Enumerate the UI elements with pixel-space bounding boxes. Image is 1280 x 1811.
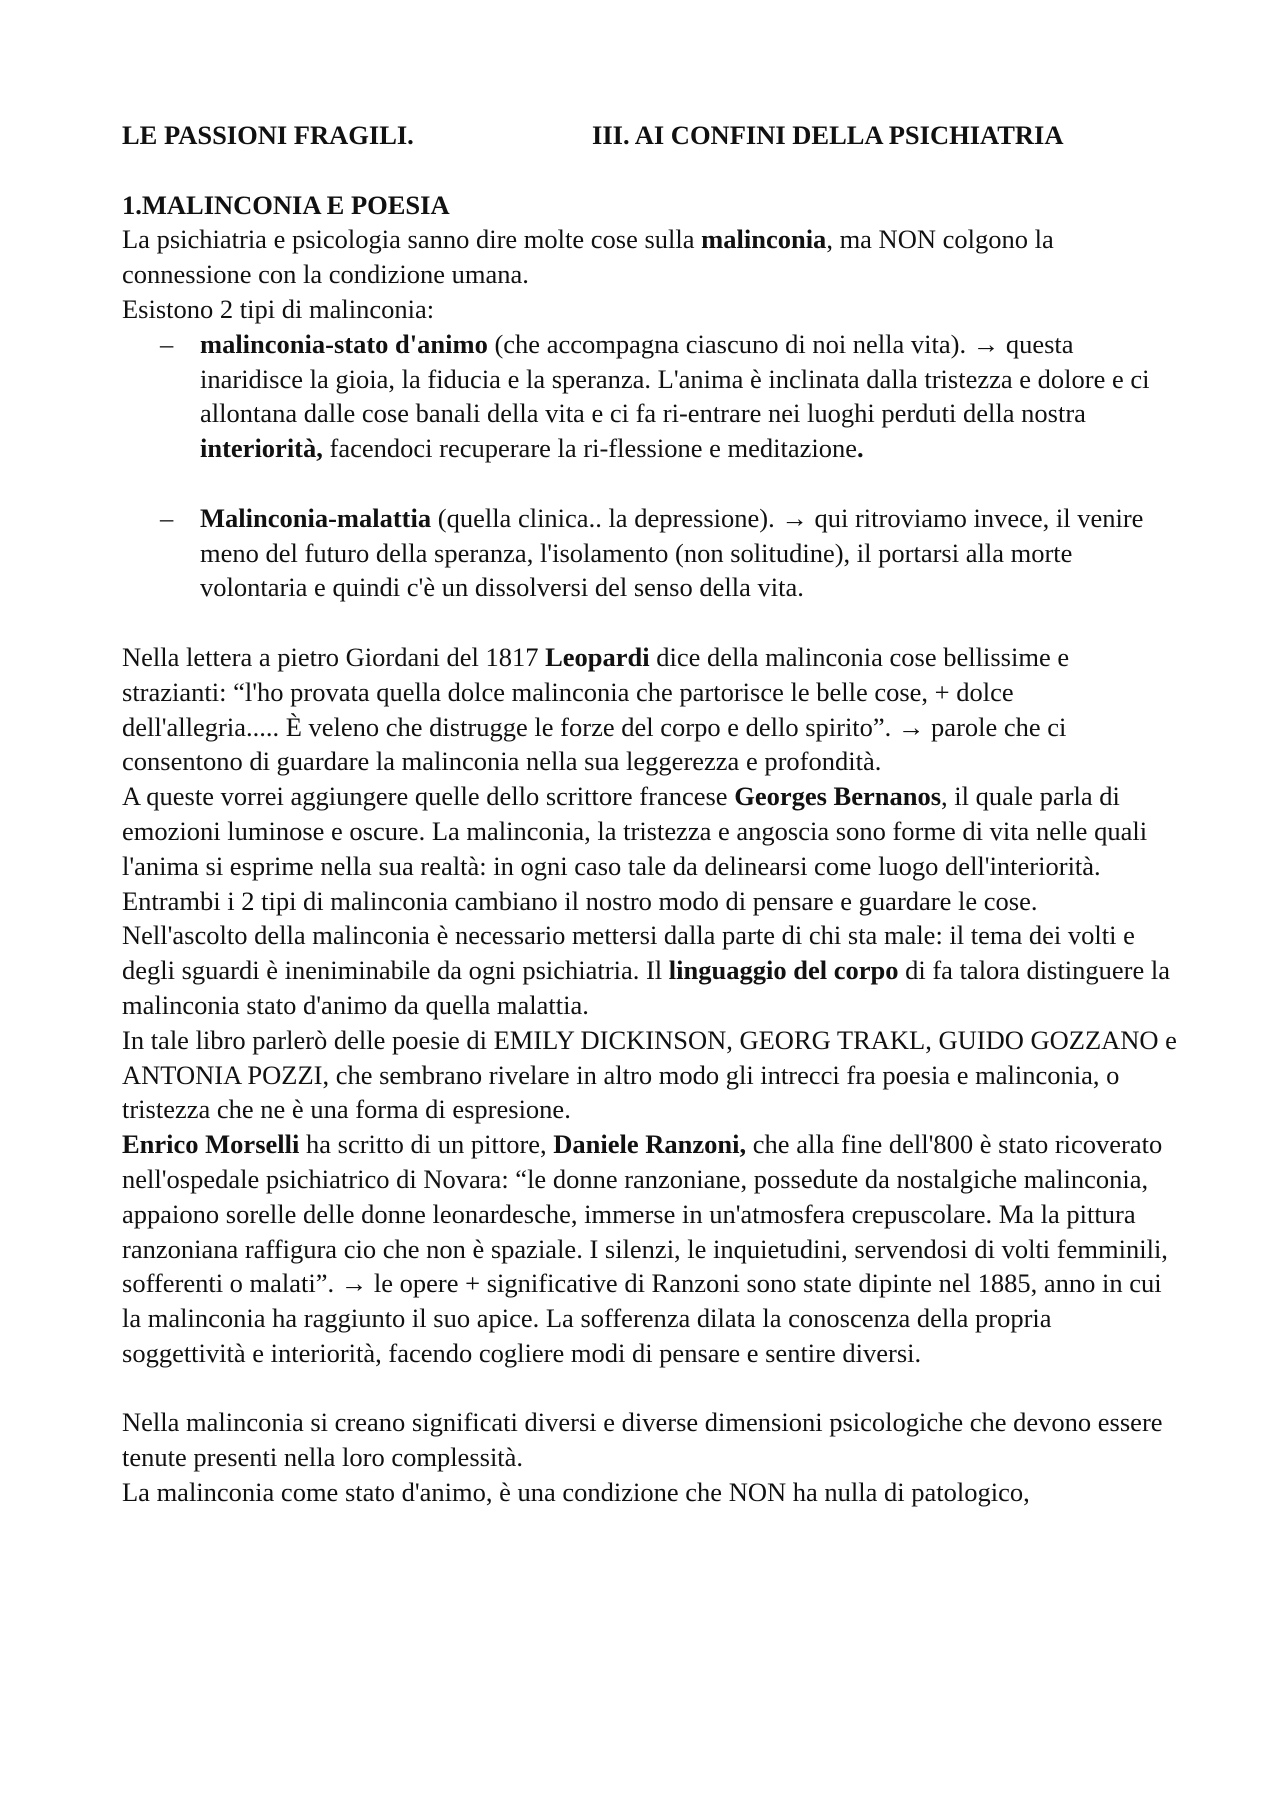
bernanos-paragraph	[122, 779, 1177, 883]
poesie-paragraph: In tale libro parlerò delle poesie di EMILY DICKINSON, GEORG TRAKL, GUIDO GOZZANO e ANTONIA POZZI, che sembrano rivelare in altro modo gli intrecci fra poesia e malinconia, o tristezza che ne è una forma di espresione.	[122, 1024, 1177, 1125]
bullet-text-end: facendoci recuperare la ri-flessione e meditazione	[322, 433, 858, 464]
spacer	[122, 605, 1177, 640]
last-paragraph: La malinconia come stato d'animo, è una condizione che NON ha nulla di patologico,	[122, 1477, 1030, 1508]
bullet-term: Malinconia-malattia	[200, 502, 432, 533]
paragraph-text: Nella lettera a pietro Giordani del 1817	[122, 641, 546, 672]
paragraph-text: A queste vorrei aggiungere quelle dello scrittore francese	[122, 781, 735, 812]
page-header	[122, 118, 1177, 153]
section-title: 1.MALINCONIA E POESIA	[122, 189, 450, 220]
entrambi-paragraph: Entrambi i 2 tipi di malinconia cambiano il nostro modo di pensare e guardare le cose.	[122, 885, 1038, 916]
bold-term: linguaggio del corpo	[668, 955, 899, 986]
header-left-title: LE PASSIONI FRAGILI.	[122, 120, 414, 150]
significati-paragraph: Nella malinconia si creano significati diversi e diverse dimensioni psicologiche che devono essere tenute presenti nella loro complessità.	[122, 1407, 1163, 1473]
list-item	[122, 501, 1177, 605]
bullet-bold-period: .	[857, 433, 864, 464]
morselli-paragraph	[122, 1127, 1177, 1371]
paragraph-text: dice della malinconia cose bellissime e strazianti: “l'ho provata quella dolce malinconia che partorisce le belle cose, + dolce dell'allegria..... È veleno che distrugge le forze del corpo e dello spirito”. → parole che ci consentono di guardare la malinconia nella sua leggerezza e profondità.	[122, 641, 1070, 777]
types-list	[122, 327, 1177, 605]
intro-bold: malinconia	[701, 224, 827, 255]
list-item	[122, 327, 1177, 466]
paragraph-text: Nell'ascolto della malinconia è necessario mettersi dalla parte di chi sta male: il tema dei volti e degli sguardi è ineniminabile da ogni psichiatria. Il	[122, 920, 1135, 986]
document-page	[122, 118, 1177, 1510]
paragraph-text: ha scritto di un pittore,	[299, 1129, 554, 1160]
bold-name: Daniele Ranzoni,	[553, 1129, 747, 1160]
bullet-bold: interiorità,	[200, 433, 323, 464]
ascolto-paragraph	[122, 918, 1177, 1022]
dash-bullet: –	[160, 328, 174, 359]
intro-paragraph	[122, 222, 1177, 292]
spacer	[122, 466, 1177, 501]
types-paragraph: Esistono 2 tipi di malinconia:	[122, 293, 435, 324]
bullet-text: (che accompagna ciascuno di noi nella vita). → questa inaridisce la gioia, la fiducia e la speranza. L'anima è inclinata dalla tristezza e dolore e ci allontana dalle cose banali della vita e ci fa ri-entrare nei luoghi perduti della nostra	[200, 328, 1150, 429]
spacer	[122, 1371, 1177, 1406]
intro-text-end: , ma NON colgono la connessione con la condizione umana.	[122, 224, 1054, 290]
bold-name: Enrico Morselli	[122, 1129, 300, 1160]
paragraph-text: che alla fine dell'800 è stato ricoverato nell'ospedale psichiatrico di Novara: “le donne ranzoniane, possedute da nostalgiche malinconia, appaiono sorelle delle donne leonardesche, immerse in un'atmosfera crepuscolare. Ma la pittura ranzoniana raffigura cio che non è spaziale. I silenzi, le inquietudini, servendosi di volti femminili, sofferenti o malati”. → le opere + significative di Ranzoni sono state dipinte nel 1885, anno in cui la malinconia ha raggiunto il suo apice. La sofferenza dilata la conoscenza della propria soggettività e interiorità, facendo cogliere modi di pensare e sentire diversi.	[122, 1129, 1168, 1368]
header-right-title: III. AI CONFINI DELLA PSICHIATRIA	[592, 120, 1064, 150]
bullet-text: (quella clinica.. la depressione). → qui ritroviamo invece, il venire meno del futuro della speranza, l'isolamento (non solitudine), il portarsi alla morte volontaria e quindi c'è un dissolversi del senso della vita.	[200, 502, 1144, 603]
bullet-term: malinconia-stato d'animo	[200, 328, 488, 359]
bold-name: Leopardi	[545, 641, 650, 672]
paragraph-text: di fa talora distinguere la malinconia stato d'animo da quella malattia.	[122, 955, 1171, 1020]
intro-text: La psichiatria e psicologia sanno dire molte cose sulla	[122, 224, 702, 255]
paragraph-text: , il quale parla di emozioni luminose e oscure. La malinconia, la tristezza e angoscia sono forme di vita nelle quali l'anima si esprime nella sua realtà: in ogni caso tale da delinearsi come luogo dell'interiorità.	[122, 781, 1148, 881]
leopardi-paragraph	[122, 640, 1177, 779]
dash-bullet: –	[160, 502, 174, 533]
bold-name: Georges Bernanos	[734, 781, 942, 812]
